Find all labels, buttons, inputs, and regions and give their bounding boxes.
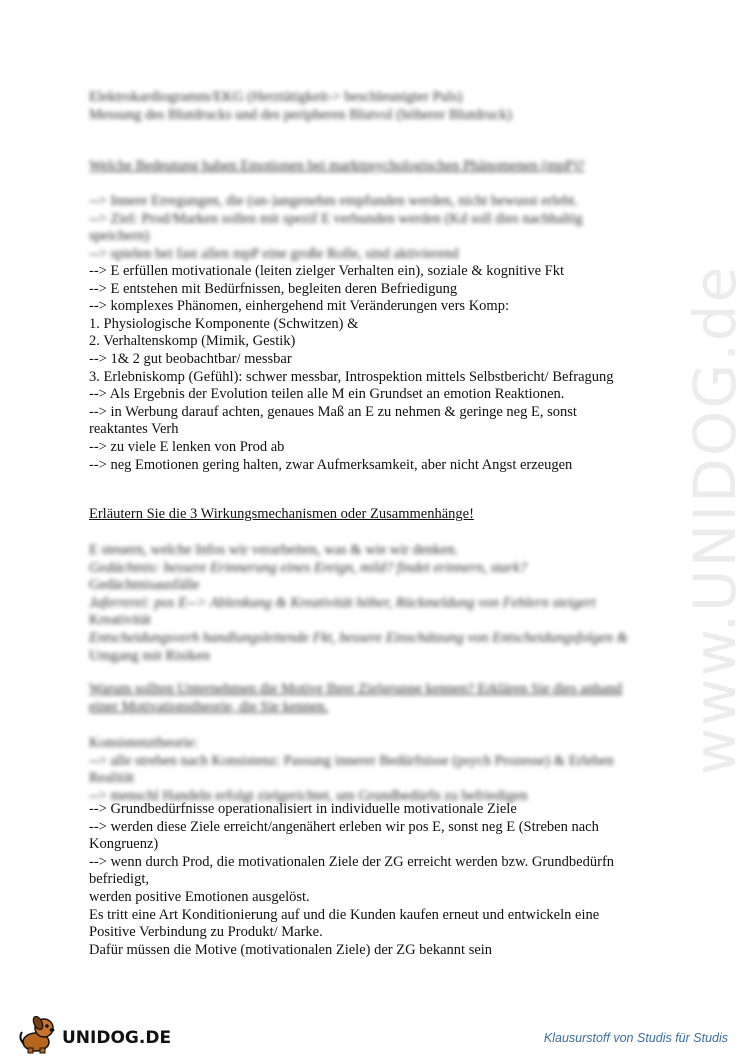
blurred-answer-3	[89, 735, 659, 805]
unidog-logo	[14, 1014, 172, 1054]
text-line: Dafür müssen die Motive (motivationalen Ziele) der ZG bekannt sein	[89, 941, 493, 958]
text-line: --> E erfüllen motivationale (leiten zielger Verhalten ein), soziale & kognitive Fkt	[89, 263, 564, 279]
text-line: E steuern, welche Infos wir verarbeiten, was & wie wir denken.	[89, 542, 459, 558]
text-line: --> Als Ergebnis der Evolution teilen alle M ein Grundset an emotion Reaktionen.	[89, 386, 565, 403]
text-line: Konsistenztheorie:	[89, 735, 198, 751]
text-line: Kongruenz)	[89, 836, 159, 853]
blurred-question-3	[89, 681, 659, 716]
logo-text: UNIDOG.DE	[62, 1028, 172, 1048]
text-line: --> alle streben nach Konsistenz: Passung innerer Bedürfnisse (psych Prozesse) & Erleben	[89, 752, 614, 769]
text-line: --> wenn durch Prod, die motivationalen Ziele der ZG erreicht werden bzw. Grundbedürfn	[89, 853, 615, 870]
text-line: --> spielen bei fast allen mpP eine große Rolle, sind aktivierend	[89, 245, 459, 262]
text-line: Umgang mit Risiken	[89, 647, 210, 664]
question-2	[89, 506, 659, 524]
dog-mascot-icon	[14, 1014, 62, 1054]
text-line: --> zu viele E lenken von Prod ab	[89, 438, 285, 455]
question-heading: Warum sollten Unternehmen die Motive Ihrer Zielgruppe kennen? Erklären Sie dies anhand	[89, 681, 623, 697]
text-line: --> menschl Handeln erfolgt zielgerichtet, um Grundbedürfn zu befriedigen	[89, 787, 528, 804]
text-line: Entscheidungsverh handlungsleitende Fkt, bessere Einschätzung von Entscheidungsfolgen &	[89, 629, 628, 646]
text-line: Positive Verbindung zu Produkt/ Marke.	[89, 924, 323, 941]
text-line: --> Grundbedürfnisse operationalisiert in individuelle motivationale Ziele	[89, 801, 517, 817]
blurred-answer-2	[89, 542, 659, 665]
text-line: 3. Erlebniskomp (Gefühl): schwer messbar, Introspektion mittels Selbstbericht/ Befragung	[89, 368, 614, 385]
text-line: --> komplexes Phänomen, einhergehend mit Veränderungen vers Komp:	[89, 298, 509, 315]
blurred-intro	[89, 89, 659, 124]
text-line: --> 1& 2 gut beobachtbar/ messbar	[89, 350, 292, 367]
text-line: Gedächtnisausfälle	[89, 577, 200, 594]
text-line: Messung des Blutdrucks und des peripheren Blutvol (höherer Blutdruck)	[89, 106, 512, 123]
text-line: Jaferrerei: pos E--> Ablenkung & Kreativität höher, Rückmeldung von Fehlern steigert	[89, 594, 596, 611]
footer-tagline: Klausurstoff von Studis für Studis	[543, 1031, 728, 1045]
text-line: reaktantes Verh	[89, 421, 179, 438]
question-heading: einer Motivationstheorie, die Sie kennen.	[89, 698, 329, 715]
text-line: speichern)	[89, 228, 150, 245]
blurred-question-1	[89, 158, 659, 176]
text-line: --> in Werbung darauf achten, genaues Maß an E zu nehmen & geringe neg E, sonst	[89, 403, 577, 420]
text-line: Gedächtnis: bessere Erinnerung eines Ereign, mild? findet erinnern, stark?	[89, 559, 527, 576]
text-line: --> neg Emotionen gering halten, zwar Aufmerksamkeit, aber nicht Angst erzeugen	[89, 456, 573, 473]
answer-1	[89, 263, 659, 474]
text-line: 2. Verhaltenskomp (Mimik, Gestik)	[89, 333, 296, 350]
question-heading: Erläutern Sie die 3 Wirkungsmechanismen oder Zusammenhänge!	[89, 506, 474, 522]
text-line: 1. Physiologische Komponente (Schwitzen) &	[89, 315, 359, 332]
text-line: Realität	[89, 770, 135, 787]
blurred-answer-1	[89, 193, 659, 263]
text-line: --> Ziel: Prod/Marken sollen mit spezif E verbunden werden (Kd soll dies nachhaltig	[89, 210, 583, 227]
question-heading: Welche Bedeutung haben Emotionen bei marktpsychologischen Phänomenen (mpP)?	[89, 158, 585, 174]
text-line: Elektrokardiogramm/EKG (Herztätigkeit-> beschleunigter Puls)	[89, 89, 463, 105]
text-line: --> werden diese Ziele erreicht/angenähert erleben wir pos E, sonst neg E (Streben nach	[89, 818, 599, 835]
text-line: Es tritt eine Art Konditionierung auf und die Kunden kaufen erneut und entwickeln eine	[89, 906, 600, 923]
watermark-text: www.UNIDOG.de	[681, 264, 749, 776]
text-line: --> Innere Erregungen, die (un-)angenehm empfunden werden, nicht bewusst erlebt.	[89, 193, 578, 209]
answer-3	[89, 801, 659, 959]
text-line: befriedigt,	[89, 871, 149, 888]
watermark	[645, 264, 750, 776]
text-line: werden positive Emotionen ausgelöst.	[89, 888, 310, 905]
text-line: --> E entstehen mit Bedürfnissen, begleiten deren Befriedigung	[89, 280, 458, 297]
text-line: Kreativität	[89, 612, 152, 629]
